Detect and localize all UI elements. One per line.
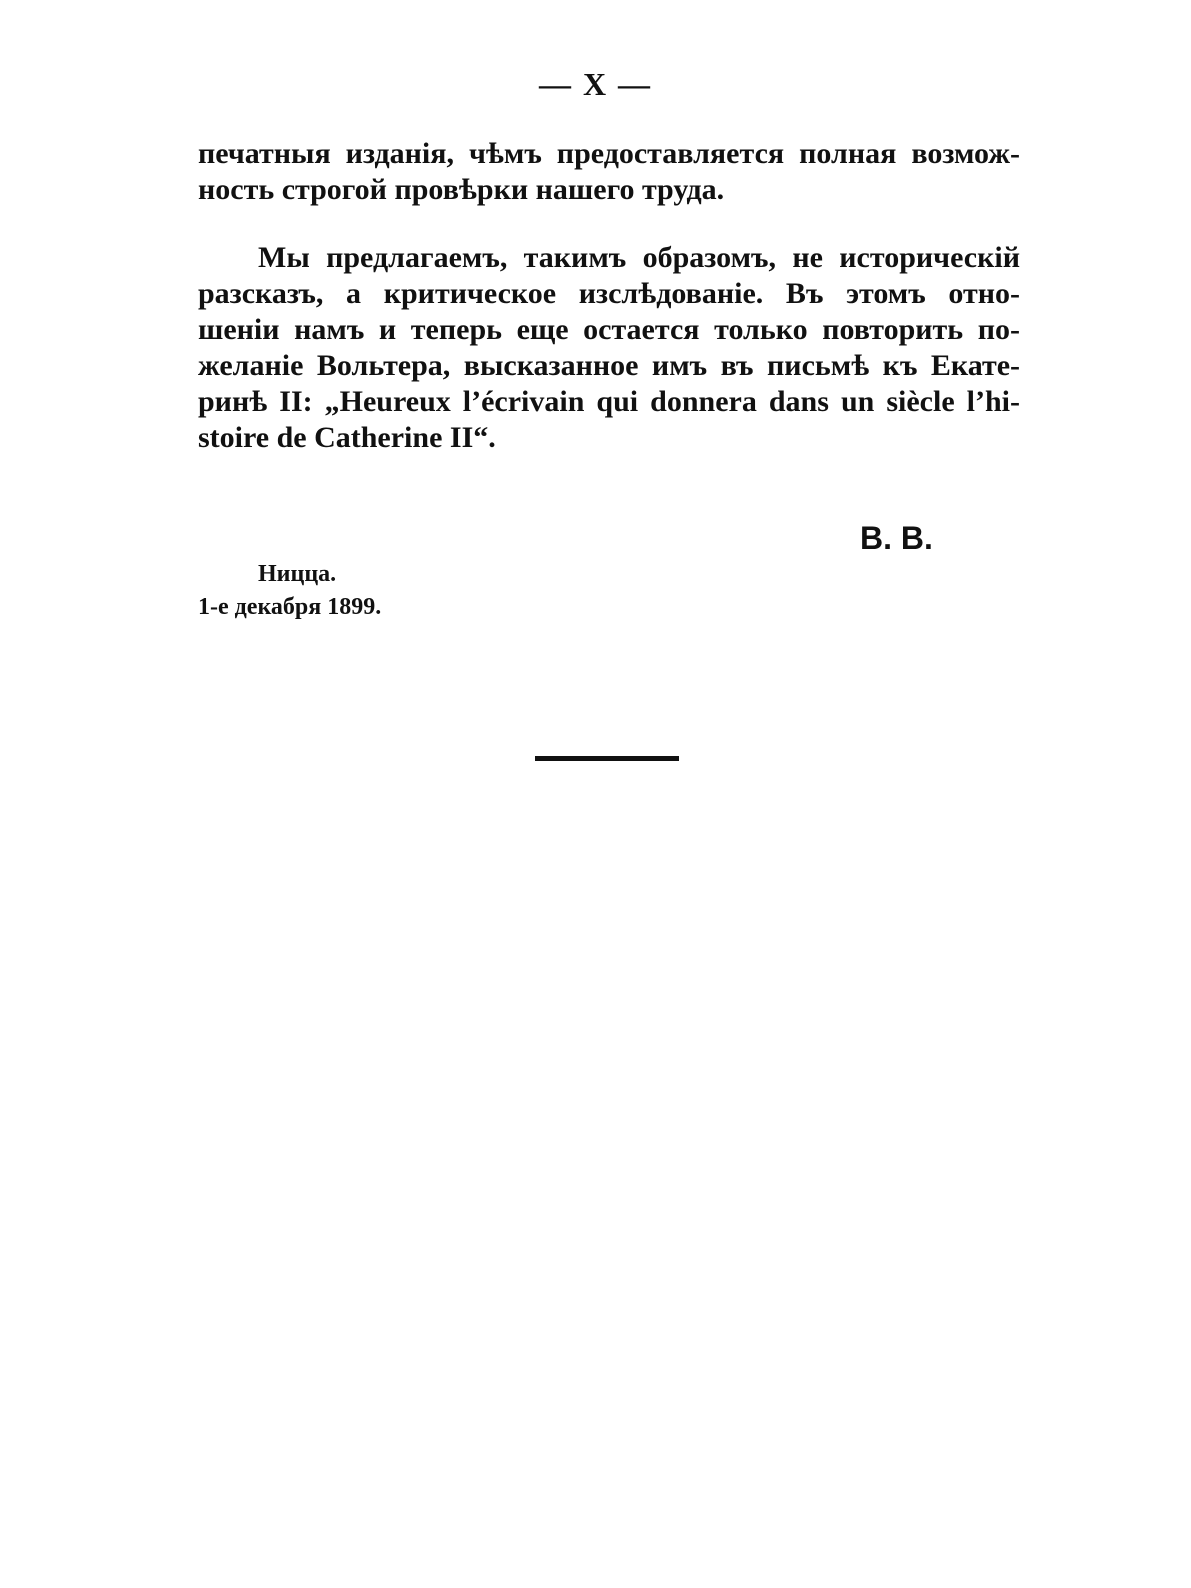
paragraph-line: печатныя изданія, чѣмъ предоставляется полная возмож-: [198, 137, 1020, 170]
paragraph-line: Мы предлагаемъ, такимъ образомъ, не историческій: [258, 241, 1020, 274]
paragraph-line: ринѣ II: „Heureux l’écrivain qui donnera dans un siècle l’hi-: [198, 385, 1020, 418]
place-line: Ницца.: [258, 561, 337, 587]
end-rule: [535, 756, 679, 761]
paragraph-line: ность строгой провѣрки нашего труда.: [198, 173, 725, 206]
paragraph-line: шеніи намъ и теперь еще остается только повторить по-: [198, 313, 1020, 346]
page-number: — X —: [538, 66, 653, 102]
paragraph-line: желаніе Вольтера, высказанное имъ въ письмѣ къ Екате-: [198, 349, 1020, 382]
author-signature: В. В.: [860, 520, 933, 556]
paragraph-line: stoire de Catherine II“.: [198, 421, 496, 454]
paragraph-line: разсказъ, а критическое изслѣдованіе. Въ этомъ отно-: [198, 277, 1020, 310]
date-line: 1-е декабря 1899.: [198, 594, 382, 620]
